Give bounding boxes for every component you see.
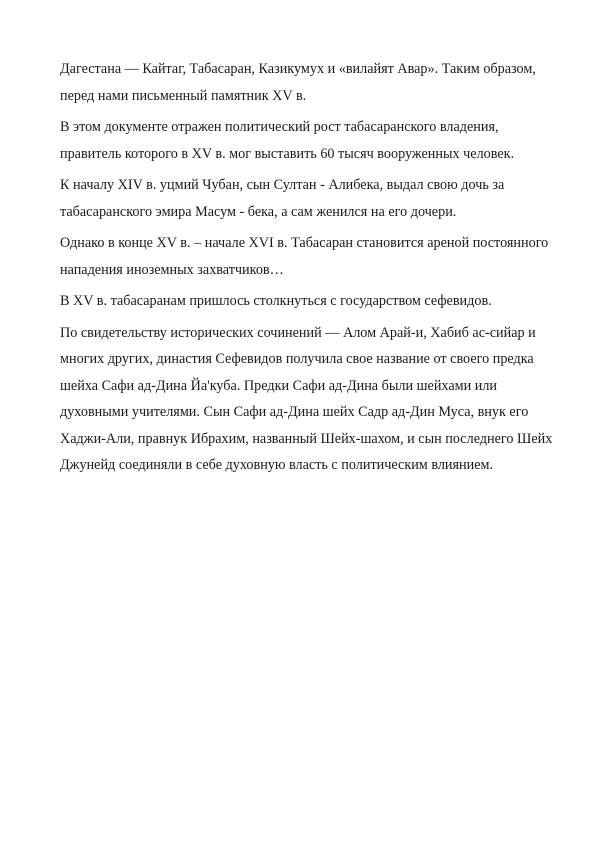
text-line: В этом документе отражен политический рост табасаранского владения,: [60, 119, 499, 135]
text-line: перед нами письменный памятник XV в.: [60, 87, 307, 104]
paragraph-3: [60, 172, 550, 225]
paragraph-1: [60, 56, 550, 109]
text-line: К началу XIV в. уцмий Чубан, сын Султан - Алибека, выдал свою дочь за: [60, 177, 505, 193]
text-line: Хаджи-Али, правнук Ибрахим, названный Шейх-шахом, и сын последнего Шейх: [60, 430, 553, 447]
text-line: нападения иноземных захватчиков…: [60, 261, 284, 278]
paragraph-2: [60, 114, 550, 167]
document-body: [60, 56, 553, 484]
text-line: правитель которого в XV в. мог выставить 60 тысяч вооруженных человек.: [60, 145, 515, 162]
text-line: Дагестана — Кайтаг, Табасаран, Казикумух и «вилайят Авар». Таким образом,: [60, 61, 536, 77]
text-line: В XV в. табасаранам пришлось столкнуться с государством сефевидов.: [60, 293, 492, 309]
text-line: духовными учителями. Сын Сафи ад-Дина шейх Садр ад-Дин Муса, внук его: [60, 404, 529, 420]
text-line: многих других, династия Сефевидов получила свое название от своего предка: [60, 351, 534, 367]
text-line: табасаранского эмира Масум - бека, а сам женился на его дочери.: [60, 203, 457, 220]
paragraph-6: [60, 320, 553, 479]
paragraph-4: [60, 230, 550, 283]
text-line: По свидетельству исторических сочинений — Алом Арай-и, Хабиб ас-сийар и: [60, 324, 536, 341]
text-line: Однако в конце XV в. – начале XVI в. Табасаран становится ареной постоянного: [60, 235, 549, 251]
text-line: Джунейд соединяли в себе духовную власть с политическим влиянием.: [60, 457, 494, 473]
text-line: шейха Сафи ад-Дина Йа'куба. Предки Сафи ад-Дина были шейхами или: [60, 377, 498, 394]
paragraph-5: [60, 288, 550, 315]
